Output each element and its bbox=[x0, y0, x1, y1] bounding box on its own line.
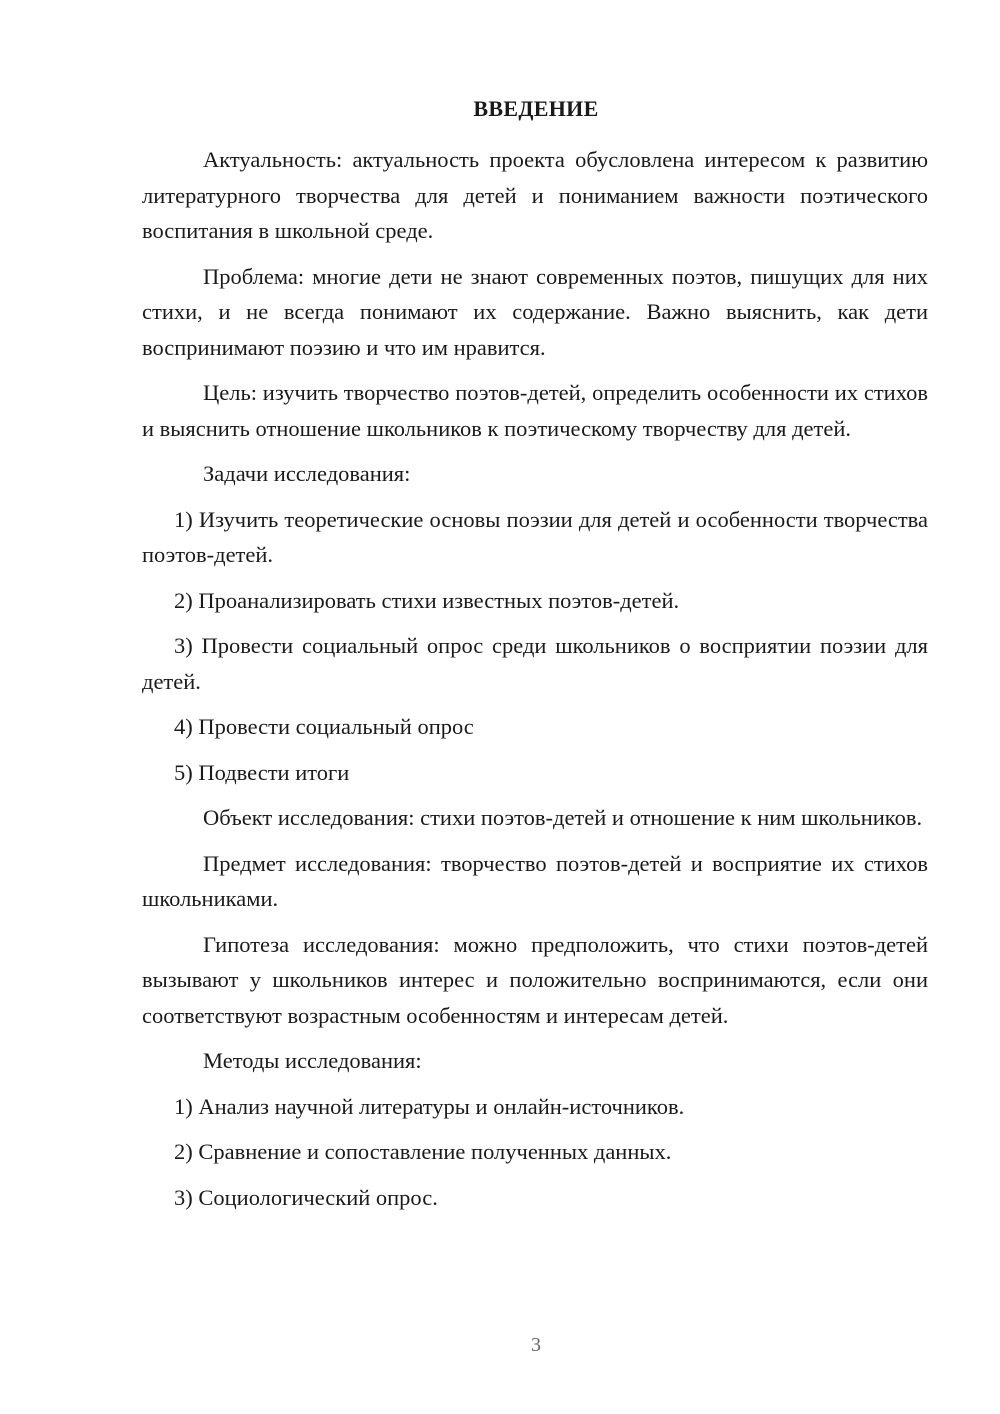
page-number: 3 bbox=[531, 1334, 541, 1356]
task-item: 5) Подвести итоги bbox=[174, 759, 350, 785]
task-item: 3) Провести социальный опрос среди школьников о восприятии поэзии для детей. bbox=[142, 633, 928, 694]
task-item: 2) Проанализировать стихи известных поэтов-детей. bbox=[174, 587, 680, 613]
method-item: 1) Анализ научной литературы и онлайн-источников. bbox=[174, 1093, 685, 1119]
subject-paragraph: Предмет исследования: творчество поэтов-детей и восприятие их стихов школьниками. bbox=[142, 850, 928, 911]
hypothesis-paragraph: Гипотеза исследования: можно предположить, что стихи поэтов-детей вызывают у школьников интерес и положительно воспринимаются, если они соответствуют возрастным особенностям и интересам детей. bbox=[142, 931, 928, 1028]
method-item: 3) Социологический опрос. bbox=[174, 1184, 438, 1210]
method-item: 2) Сравнение и сопоставление полученных данных. bbox=[174, 1139, 672, 1164]
task-item: 4) Провести социальный опрос bbox=[174, 714, 474, 739]
document-body bbox=[142, 142, 928, 1225]
relevance-paragraph: Актуальность: актуальность проекта обусловлена интересом к развитию литературного творчества для детей и пониманием важности поэтического воспитания в школьной среде. bbox=[142, 147, 928, 243]
object-paragraph: Объект исследования: стихи поэтов-детей и отношение к ним школьников. bbox=[203, 805, 923, 830]
task-item: 1) Изучить теоретические основы поэзии для детей и особенности творчества поэтов-детей. bbox=[142, 506, 928, 567]
page-title: ВВЕДЕНИЕ bbox=[473, 96, 599, 121]
tasks-heading: Задачи исследования: bbox=[203, 461, 411, 486]
goal-paragraph: Цель: изучить творчество поэтов-детей, определить особенности их стихов и выяснить отношение школьников к поэтическому творчеству для детей. bbox=[142, 380, 928, 441]
problem-paragraph: Проблема: многие дети не знают современных поэтов, пишущих для них стихи, и не всегда понимают их содержание. Важно выяснить, как дети воспринимают поэзию и что им нравится. bbox=[142, 263, 928, 360]
methods-heading: Методы исследования: bbox=[203, 1048, 422, 1073]
